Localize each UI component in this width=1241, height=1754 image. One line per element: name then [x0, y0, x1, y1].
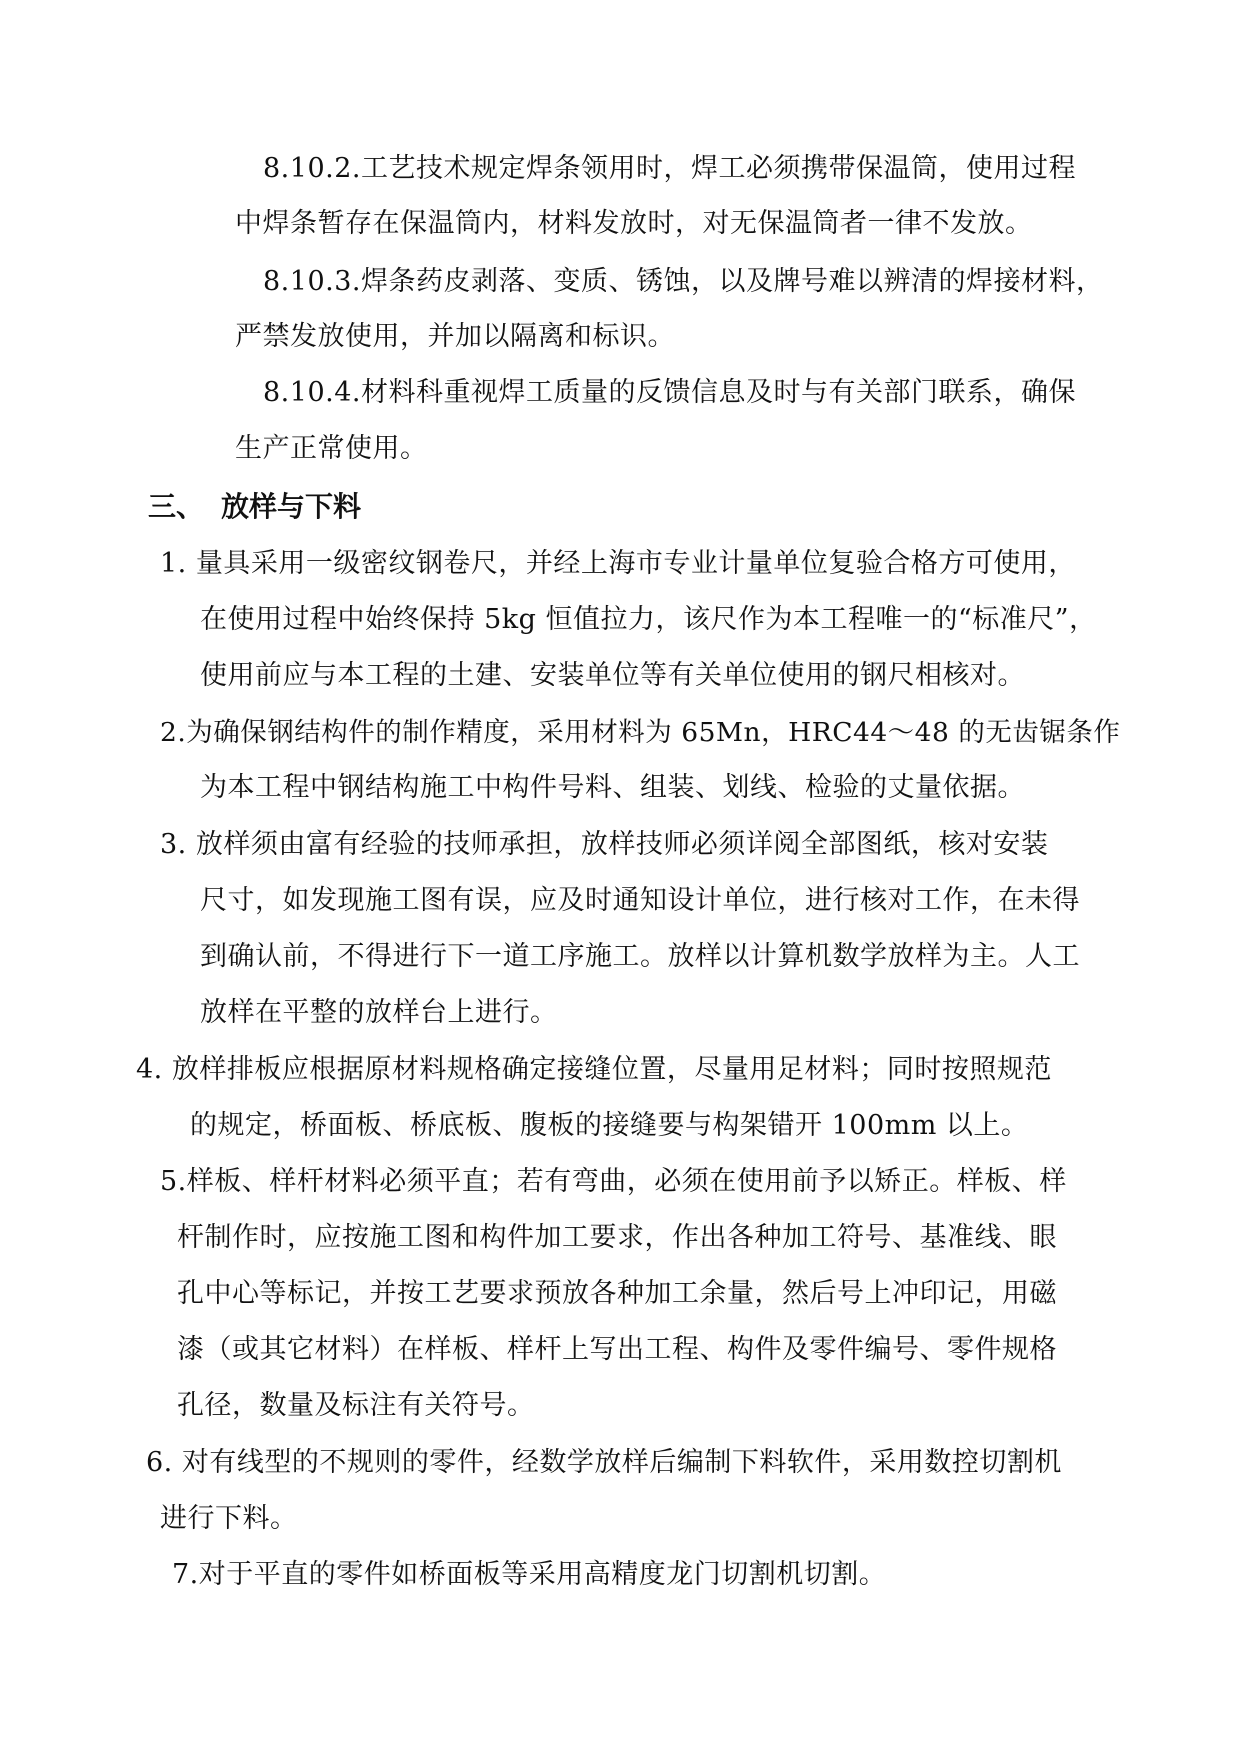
item-7-line-1: 7.对于平直的零件如桥面板等采用高精度龙门切割机切割。 — [172, 1559, 887, 1590]
item-1-line-1: 1. 量具采用一级密纹钢卷尺，并经上海市专业计量单位复验合格方可使用， — [160, 548, 1076, 579]
section-heading — [148, 490, 361, 524]
item-3-line-2: 尺寸，如发现施工图有误，应及时通知设计单位，进行核对工作，在未得 — [200, 885, 1080, 916]
item-3-line-3: 到确认前，不得进行下一道工序施工。放样以计算机数学放样为主。人工 — [200, 941, 1080, 972]
item-3-line-4: 放样在平整的放样台上进行。 — [200, 997, 558, 1028]
item-5-line-3: 孔中心等标记，并按工艺要求预放各种加工余量，然后号上冲印记，用磁 — [177, 1278, 1057, 1309]
item-5-line-2: 杆制作时，应按施工图和构件加工要求，作出各种加工符号、基准线、眼 — [177, 1222, 1057, 1253]
para-8-10-3-line-2: 严禁发放使用，并加以隔离和标识。 — [235, 321, 675, 352]
item-1-line-2: 在使用过程中始终保持 5kg 恒值拉力，该尺作为本工程唯一的“标准尺”， — [200, 604, 1097, 635]
item-5-line-4: 漆（或其它材料）在样板、样杆上写出工程、构件及零件编号、零件规格 — [177, 1334, 1057, 1365]
item-6-line-2: 进行下料。 — [160, 1503, 298, 1534]
item-4-line-1: 4. 放样排板应根据原材料规格确定接缝位置，尽量用足材料；同时按照规范 — [136, 1054, 1052, 1085]
para-8-10-4-line-2: 生产正常使用。 — [235, 433, 428, 464]
para-8-10-4-line-1: 8.10.4.材料科重视焊工质量的反馈信息及时与有关部门联系，确保 — [263, 377, 1076, 408]
section-title: 放样与下料 — [221, 490, 362, 523]
item-3-line-1: 3. 放样须由富有经验的技师承担，放样技师必须详阅全部图纸，核对安装 — [160, 829, 1049, 860]
para-8-10-2-line-2: 中焊条暂存在保温筒内，材料发放时，对无保温筒者一律不发放。 — [235, 208, 1033, 239]
section-number: 三、 — [148, 490, 205, 523]
item-2-line-1: 2.为确保钢结构件的制作精度，采用材料为 65Mn，HRC44～48 的无齿锯条作 — [160, 717, 1121, 748]
item-2-line-2: 为本工程中钢结构施工中构件号料、组装、划线、检验的丈量依据。 — [200, 772, 1025, 803]
item-5-line-1: 5.样板、样杆材料必须平直；若有弯曲，必须在使用前予以矫正。样板、样 — [160, 1166, 1067, 1197]
item-6-line-1: 6. 对有线型的不规则的零件，经数学放样后编制下料软件，采用数控切割机 — [146, 1447, 1062, 1478]
para-8-10-2-line-1: 8.10.2.工艺技术规定焊条领用时，焊工必须携带保温筒，使用过程 — [263, 153, 1076, 184]
item-4-line-2: 的规定，桥面板、桥底板、腹板的接缝要与构架错开 100mm 以上。 — [190, 1110, 1029, 1141]
para-8-10-3-line-1: 8.10.3.焊条药皮剥落、变质、锈蚀，以及牌号难以辨清的焊接材料， — [263, 266, 1104, 297]
item-5-line-5: 孔径，数量及标注有关符号。 — [177, 1390, 535, 1421]
item-1-line-3: 使用前应与本工程的土建、安装单位等有关单位使用的钢尺相核对。 — [200, 660, 1025, 691]
